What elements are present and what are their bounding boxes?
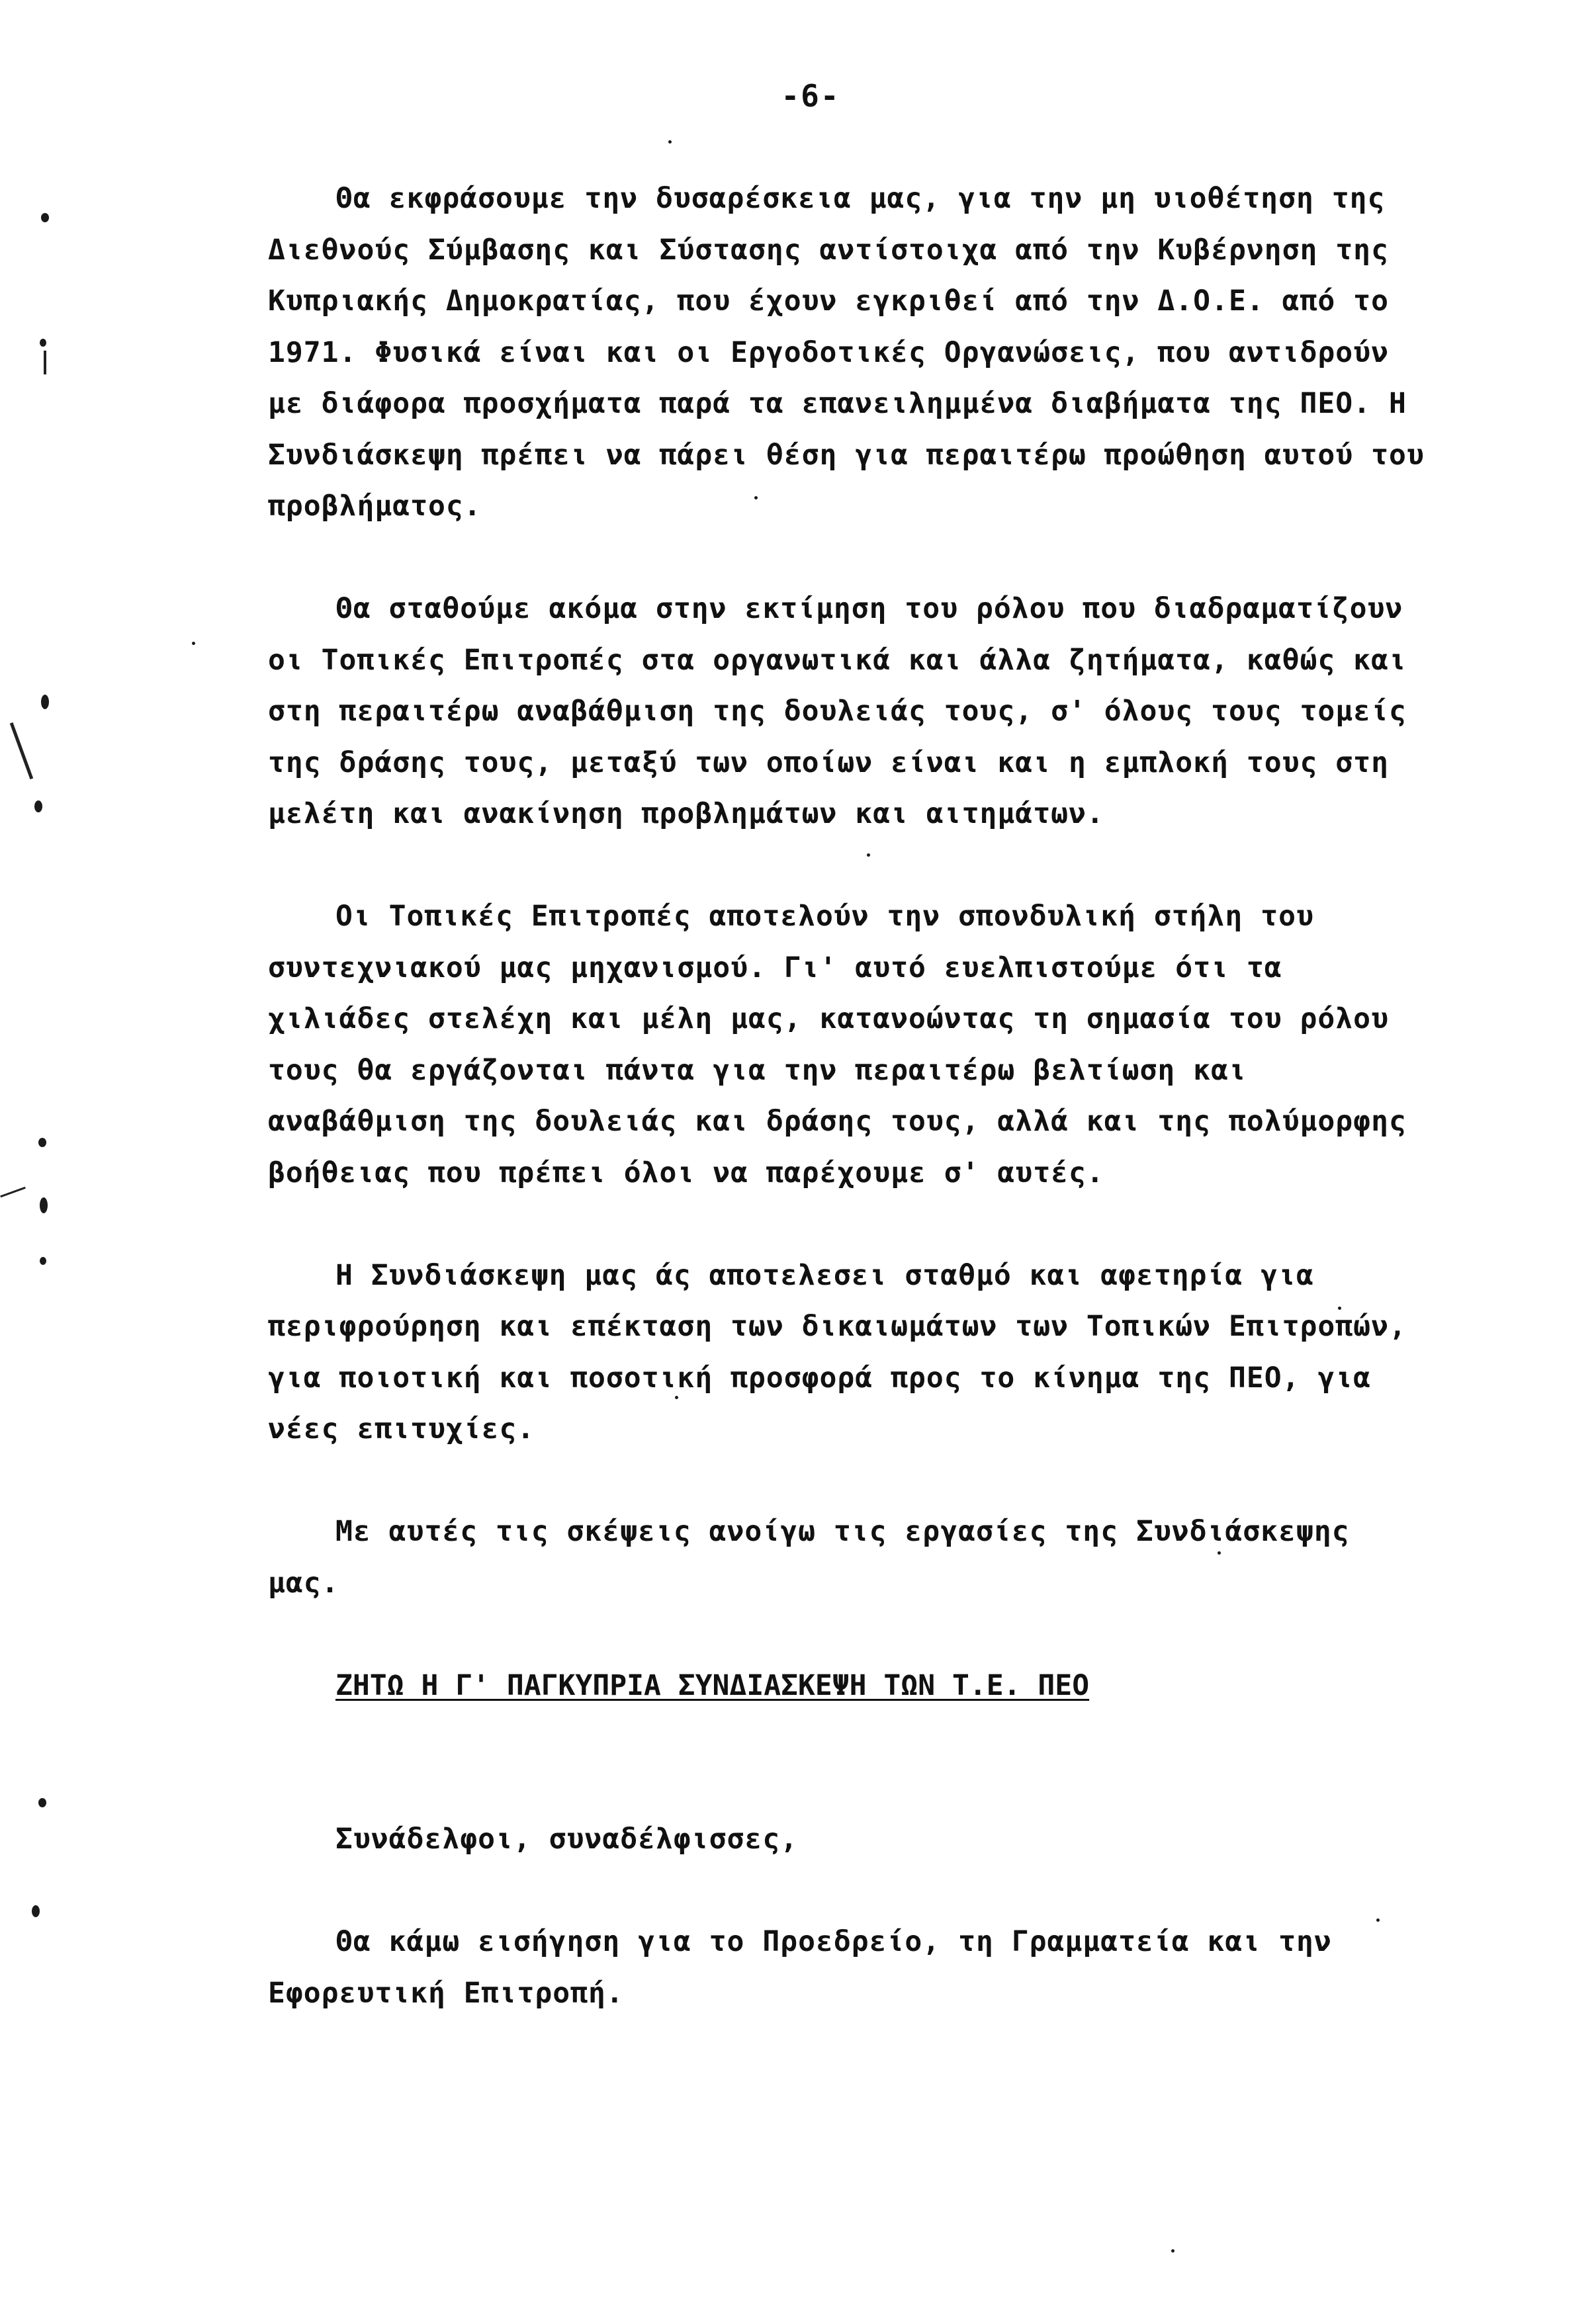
paragraph-line: νέες επιτυχίες. bbox=[268, 1412, 535, 1445]
paragraph-line: Θα εκφράσουμε την δυσαρέσκεια μας, για την μη υιοθέτηση της bbox=[335, 182, 1386, 215]
scan-speck bbox=[867, 853, 870, 857]
scan-speck bbox=[40, 339, 46, 347]
closing-greeting: Συνάδελφοι, συναδέλφισσες, bbox=[335, 1823, 799, 1856]
paragraph-line: Θα κάμω εισήγηση για το Προεδρείο, τη Γραμματεία και την bbox=[335, 1925, 1332, 1958]
paragraph-line: οι Τοπικές Επιτροπές στα οργανωτικά και άλλα ζητήματα, καθώς και bbox=[268, 643, 1407, 677]
paragraph-line: με διάφορα προσχήματα παρά τα επανειλημμένα διαβήματα της ΠΕΟ. Η bbox=[268, 387, 1407, 420]
paragraph-line: της δράσης τους, μεταξύ των οποίων είναι και η εμπλοκή τους στη bbox=[268, 746, 1389, 779]
paragraph-line: περιφρούρηση και επέκταση των δικαιωμάτων των Τοπικών Επιτροπών, bbox=[268, 1310, 1407, 1343]
paragraph-line: Κυπριακής Δημοκρατίας, που έχουν εγκριθεί από την Δ.Ο.Ε. από το bbox=[268, 284, 1389, 318]
paragraph-line: στη περαιτέρω αναβάθμιση της δουλειάς τους, σ' όλους τους τομείς bbox=[268, 695, 1407, 728]
scan-speck bbox=[32, 1905, 40, 1917]
slogan-heading: ΖΗΤΩ Η Γ' ΠΑΓΚΥΠΡΙΑ ΣΥΝΔΙΑΣΚΕΨΗ ΤΩΝ Τ.Ε. ΠΕΟ bbox=[335, 1668, 1090, 1702]
paragraph-line: Εφορευτική Επιτροπή. bbox=[268, 1976, 624, 2010]
scan-speck bbox=[192, 642, 195, 645]
paragraph-line: 1971. Φυσικά είναι και οι Εργοδοτικές Οργανώσεις, που αντιδρούν bbox=[268, 335, 1389, 369]
paragraph-line: Διεθνούς Σύμβασης και Σύστασης αντίστοιχα από την Κυβέρνηση της bbox=[268, 233, 1389, 267]
document-body bbox=[268, 173, 1425, 2071]
scan-speck bbox=[38, 1798, 46, 1807]
scan-speck bbox=[675, 1396, 678, 1399]
scan-speck bbox=[1338, 1307, 1341, 1310]
scan-mark bbox=[0, 1187, 26, 1198]
paragraph-1 bbox=[268, 173, 1425, 533]
paragraph-line: για ποιοτική και ποσοτική προσφορά προς το κίνημα της ΠΕΟ, για bbox=[268, 1361, 1372, 1395]
paragraph-line: μελέτη και ανακίνηση προβλημάτων και αιτημάτων. bbox=[268, 797, 1104, 830]
paragraph-5 bbox=[268, 1506, 1360, 1609]
scan-speck bbox=[41, 213, 49, 222]
paragraph-3 bbox=[268, 891, 1407, 1199]
scan-speck bbox=[1218, 1551, 1221, 1555]
paragraph-line: βοήθειας που πρέπει όλοι να παρέχουμε σ' αυτές. bbox=[268, 1156, 1104, 1189]
paragraph-line: προβλήματος. bbox=[268, 490, 482, 523]
paragraph-line: συντεχνιακού μας μηχανισμού. Γι' αυτό ευελπιστούμε ότι τα bbox=[268, 951, 1282, 984]
scan-speck bbox=[38, 1138, 46, 1147]
closing-greeting-block bbox=[268, 1814, 1360, 1866]
scan-speck bbox=[40, 1197, 48, 1213]
paragraph-line: Με αυτές τις σκέψεις ανοίγω τις εργασίες της Συνδιάσκεψης bbox=[335, 1515, 1350, 1548]
scan-speck bbox=[668, 140, 672, 144]
paragraph-4 bbox=[268, 1250, 1407, 1455]
scan-speck bbox=[41, 695, 49, 709]
paragraph-line: αναβάθμιση της δουλειάς και δράσης τους, αλλά και της πολύμορφης bbox=[268, 1105, 1407, 1138]
paragraph-line: Η Συνδιάσκεψη μας άς αποτελεσει σταθμό και αφετηρία για bbox=[335, 1258, 1314, 1292]
scan-mark bbox=[44, 351, 46, 374]
paragraph-line: μας. bbox=[268, 1566, 339, 1600]
scan-speck bbox=[754, 496, 758, 499]
paragraph-line: χιλιάδες στελέχη και μέλη μας, κατανοώντας τη σημασία του ρόλου bbox=[268, 1002, 1389, 1035]
scan-speck bbox=[1376, 1918, 1380, 1922]
scan-speck bbox=[1171, 2249, 1175, 2253]
page-number: -6- bbox=[781, 78, 840, 114]
paragraph-line: Οι Τοπικές Επιτροπές αποτελούν την σπονδυλική στήλη του bbox=[335, 900, 1314, 933]
paragraph-line: Θα σταθούμε ακόμα στην εκτίμηση του ρόλου που διαδραματίζουν bbox=[335, 592, 1403, 625]
paragraph-line: τους θα εργάζονται πάντα για την περαιτέρω βελτίωση και bbox=[268, 1053, 1247, 1087]
scan-speck bbox=[40, 1257, 46, 1265]
scan-mark bbox=[10, 722, 33, 779]
paragraph-2 bbox=[268, 583, 1407, 840]
paragraph-line: Συνδιάσκεψη πρέπει να πάρει θέση για περαιτέρω προώθηση αυτού του bbox=[268, 438, 1425, 472]
scan-speck bbox=[34, 800, 42, 812]
closing-paragraph bbox=[268, 1916, 1360, 2019]
